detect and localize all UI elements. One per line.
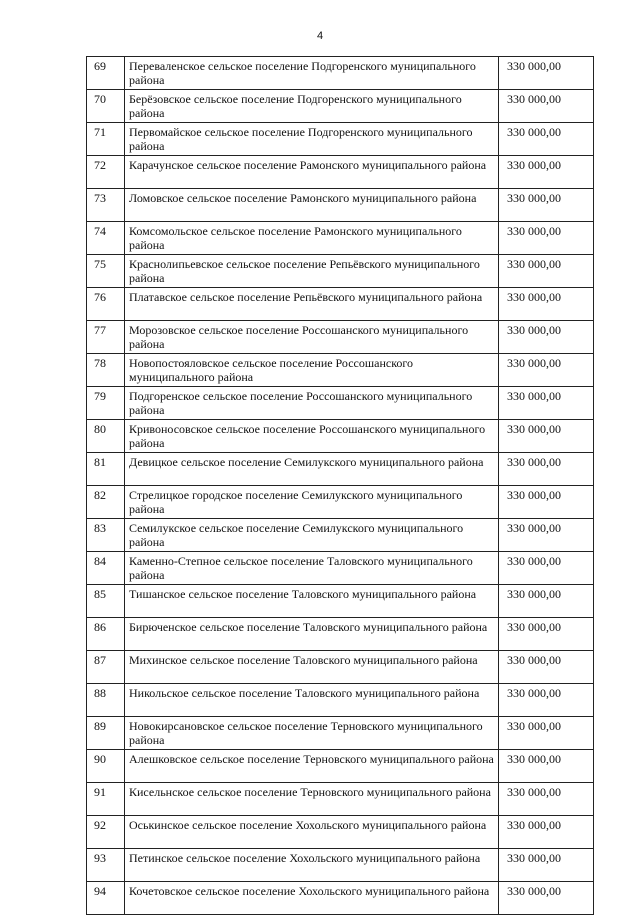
row-number-cell bbox=[87, 651, 125, 684]
table-row bbox=[87, 354, 594, 387]
row-number-cell bbox=[87, 156, 125, 189]
allocation-amount: 330 000,00 bbox=[507, 686, 561, 700]
allocation-amount: 330 000,00 bbox=[507, 125, 561, 139]
table-row bbox=[87, 519, 594, 552]
table-row bbox=[87, 123, 594, 156]
settlement-name-cell bbox=[125, 90, 499, 123]
settlement-name: Краснолипьевское сельское поселение Репьёвского муниципального района bbox=[129, 257, 480, 285]
table-row bbox=[87, 57, 594, 90]
allocation-amount: 330 000,00 bbox=[507, 488, 561, 502]
settlement-name: Каменно-Степное сельское поселение Таловского муниципального района bbox=[129, 554, 473, 582]
settlement-name: Петинское сельское поселение Хохольского муниципального района bbox=[129, 851, 481, 865]
row-number-cell bbox=[87, 57, 125, 90]
allocation-amount-cell bbox=[499, 651, 594, 684]
allocation-amount: 330 000,00 bbox=[507, 422, 561, 436]
settlement-name-cell bbox=[125, 420, 499, 453]
row-number: 84 bbox=[94, 554, 106, 568]
row-number-cell bbox=[87, 288, 125, 321]
row-number-cell bbox=[87, 783, 125, 816]
row-number: 77 bbox=[94, 323, 106, 337]
table-row bbox=[87, 453, 594, 486]
allocation-amount: 330 000,00 bbox=[507, 59, 561, 73]
settlement-name-cell bbox=[125, 255, 499, 288]
row-number-cell bbox=[87, 420, 125, 453]
allocation-amount-cell bbox=[499, 849, 594, 882]
row-number-cell bbox=[87, 222, 125, 255]
allocation-amount: 330 000,00 bbox=[507, 257, 561, 271]
row-number-cell bbox=[87, 882, 125, 915]
row-number: 71 bbox=[94, 125, 106, 139]
settlement-name-cell bbox=[125, 189, 499, 222]
row-number: 74 bbox=[94, 224, 106, 238]
allocation-amount-cell bbox=[499, 519, 594, 552]
allocation-amount-cell bbox=[499, 750, 594, 783]
table-row bbox=[87, 189, 594, 222]
allocation-amount-cell bbox=[499, 222, 594, 255]
allocation-amount: 330 000,00 bbox=[507, 521, 561, 535]
allocation-amount-cell bbox=[499, 618, 594, 651]
allocation-amount-cell bbox=[499, 816, 594, 849]
table-row bbox=[87, 90, 594, 123]
row-number: 76 bbox=[94, 290, 106, 304]
row-number-cell bbox=[87, 519, 125, 552]
table-row bbox=[87, 618, 594, 651]
settlement-name: Стрелицкое городское поселение Семилукского муниципального района bbox=[129, 488, 463, 516]
table-body bbox=[87, 57, 594, 915]
settlement-name-cell bbox=[125, 717, 499, 750]
allocation-amount-cell bbox=[499, 189, 594, 222]
settlement-name: Первомайское сельское поселение Подгоренского муниципального района bbox=[129, 125, 473, 153]
row-number-cell bbox=[87, 321, 125, 354]
settlement-name: Ломовское сельское поселение Рамонского муниципального района bbox=[129, 191, 477, 205]
settlement-name: Семилукское сельское поселение Семилукского муниципального района bbox=[129, 521, 464, 549]
settlement-name: Новопостояловское сельское поселение Россошанского муниципального района bbox=[129, 356, 414, 384]
row-number-cell bbox=[87, 387, 125, 420]
row-number-cell bbox=[87, 684, 125, 717]
allocation-amount: 330 000,00 bbox=[507, 455, 561, 469]
allocation-amount: 330 000,00 bbox=[507, 785, 561, 799]
allocation-amount-cell bbox=[499, 552, 594, 585]
settlement-name-cell bbox=[125, 354, 499, 387]
allocation-amount-cell bbox=[499, 123, 594, 156]
settlement-name-cell bbox=[125, 288, 499, 321]
allocation-amount: 330 000,00 bbox=[507, 587, 561, 601]
settlement-name: Тишанское сельское поселение Таловского муниципального района bbox=[129, 587, 477, 601]
settlement-name: Кисельнское сельское поселение Терновского муниципального района bbox=[129, 785, 491, 799]
table-row bbox=[87, 783, 594, 816]
allocation-amount: 330 000,00 bbox=[507, 158, 561, 172]
table-row bbox=[87, 651, 594, 684]
settlement-name: Подгоренское сельское поселение Россошанского муниципального района bbox=[129, 389, 473, 417]
settlement-name: Переваленское сельское поселение Подгоренского муниципального района bbox=[129, 59, 476, 87]
table-row bbox=[87, 486, 594, 519]
settlement-name: Кривоносовское сельское поселение Россошанского муниципального района bbox=[129, 422, 486, 450]
table-row bbox=[87, 420, 594, 453]
allocation-amount: 330 000,00 bbox=[507, 290, 561, 304]
row-number: 91 bbox=[94, 785, 106, 799]
settlement-name-cell bbox=[125, 156, 499, 189]
settlement-name: Кочетовское сельское поселение Хохольского муниципального района bbox=[129, 884, 490, 898]
allocation-amount: 330 000,00 bbox=[507, 554, 561, 568]
settlement-name-cell bbox=[125, 321, 499, 354]
settlement-name-cell bbox=[125, 57, 499, 90]
row-number: 79 bbox=[94, 389, 106, 403]
allocation-table bbox=[86, 56, 594, 915]
allocation-amount: 330 000,00 bbox=[507, 719, 561, 733]
row-number: 86 bbox=[94, 620, 106, 634]
row-number: 69 bbox=[94, 59, 106, 73]
row-number-cell bbox=[87, 90, 125, 123]
row-number: 81 bbox=[94, 455, 106, 469]
settlement-name-cell bbox=[125, 849, 499, 882]
row-number: 92 bbox=[94, 818, 106, 832]
settlement-name-cell bbox=[125, 453, 499, 486]
allocation-amount-cell bbox=[499, 255, 594, 288]
settlement-name: Морозовское сельское поселение Россошанского муниципального района bbox=[129, 323, 469, 351]
row-number: 93 bbox=[94, 851, 106, 865]
table-row bbox=[87, 387, 594, 420]
row-number: 70 bbox=[94, 92, 106, 106]
table-row bbox=[87, 816, 594, 849]
row-number: 94 bbox=[94, 884, 106, 898]
settlement-name-cell bbox=[125, 222, 499, 255]
row-number-cell bbox=[87, 453, 125, 486]
allocation-amount: 330 000,00 bbox=[507, 356, 561, 370]
table-row bbox=[87, 849, 594, 882]
table-row bbox=[87, 255, 594, 288]
settlement-name-cell bbox=[125, 387, 499, 420]
allocation-amount-cell bbox=[499, 486, 594, 519]
allocation-amount: 330 000,00 bbox=[507, 92, 561, 106]
page-number: 4 bbox=[316, 30, 324, 42]
row-number-cell bbox=[87, 354, 125, 387]
settlement-name-cell bbox=[125, 519, 499, 552]
row-number: 83 bbox=[94, 521, 106, 535]
row-number: 78 bbox=[94, 356, 106, 370]
allocation-amount: 330 000,00 bbox=[507, 323, 561, 337]
allocation-amount: 330 000,00 bbox=[507, 818, 561, 832]
allocation-amount-cell bbox=[499, 90, 594, 123]
table-row bbox=[87, 684, 594, 717]
allocation-amount-cell bbox=[499, 882, 594, 915]
table-row bbox=[87, 288, 594, 321]
allocation-amount-cell bbox=[499, 288, 594, 321]
allocation-amount: 330 000,00 bbox=[507, 191, 561, 205]
allocation-amount-cell bbox=[499, 585, 594, 618]
row-number: 88 bbox=[94, 686, 106, 700]
row-number: 75 bbox=[94, 257, 106, 271]
allocation-amount: 330 000,00 bbox=[507, 752, 561, 766]
row-number-cell bbox=[87, 486, 125, 519]
row-number-cell bbox=[87, 816, 125, 849]
settlement-name-cell bbox=[125, 585, 499, 618]
settlement-name: Алешковское сельское поселение Терновского муниципального района bbox=[129, 752, 494, 766]
row-number-cell bbox=[87, 618, 125, 651]
row-number-cell bbox=[87, 849, 125, 882]
row-number-cell bbox=[87, 750, 125, 783]
allocation-amount: 330 000,00 bbox=[507, 851, 561, 865]
allocation-amount-cell bbox=[499, 420, 594, 453]
settlement-name: Никольское сельское поселение Таловского муниципального района bbox=[129, 686, 480, 700]
allocation-amount-cell bbox=[499, 783, 594, 816]
allocation-amount-cell bbox=[499, 453, 594, 486]
settlement-name-cell bbox=[125, 123, 499, 156]
settlement-name-cell bbox=[125, 816, 499, 849]
row-number-cell bbox=[87, 189, 125, 222]
row-number-cell bbox=[87, 717, 125, 750]
table-row bbox=[87, 222, 594, 255]
settlement-name-cell bbox=[125, 882, 499, 915]
allocation-amount: 330 000,00 bbox=[507, 653, 561, 667]
row-number: 72 bbox=[94, 158, 106, 172]
row-number: 85 bbox=[94, 587, 106, 601]
allocation-amount-cell bbox=[499, 717, 594, 750]
settlement-name: Комсомольское сельское поселение Рамонского муниципального района bbox=[129, 224, 462, 252]
allocation-amount-cell bbox=[499, 57, 594, 90]
allocation-amount: 330 000,00 bbox=[507, 389, 561, 403]
row-number: 73 bbox=[94, 191, 106, 205]
settlement-name: Новокирсановское сельское поселение Терновского муниципального района bbox=[129, 719, 483, 747]
settlement-name-cell bbox=[125, 651, 499, 684]
row-number: 80 bbox=[94, 422, 106, 436]
table-row bbox=[87, 321, 594, 354]
allocation-amount-cell bbox=[499, 684, 594, 717]
allocation-amount-cell bbox=[499, 354, 594, 387]
allocation-amount: 330 000,00 bbox=[507, 620, 561, 634]
settlement-name-cell bbox=[125, 783, 499, 816]
allocation-amount: 330 000,00 bbox=[507, 224, 561, 238]
settlement-name: Девицкое сельское поселение Семилукского муниципального района bbox=[129, 455, 484, 469]
row-number-cell bbox=[87, 552, 125, 585]
allocation-amount-cell bbox=[499, 321, 594, 354]
table-row bbox=[87, 156, 594, 189]
settlement-name-cell bbox=[125, 552, 499, 585]
table-row bbox=[87, 585, 594, 618]
settlement-name: Платавское сельское поселение Репьёвского муниципального района bbox=[129, 290, 483, 304]
table-row bbox=[87, 552, 594, 585]
table-row bbox=[87, 882, 594, 915]
allocation-amount: 330 000,00 bbox=[507, 884, 561, 898]
settlement-name: Карачунское сельское поселение Рамонского муниципального района bbox=[129, 158, 487, 172]
allocation-amount-cell bbox=[499, 387, 594, 420]
table-row bbox=[87, 717, 594, 750]
settlement-name-cell bbox=[125, 486, 499, 519]
row-number: 90 bbox=[94, 752, 106, 766]
row-number: 82 bbox=[94, 488, 106, 502]
table-row bbox=[87, 750, 594, 783]
settlement-name: Берёзовское сельское поселение Подгоренского муниципального района bbox=[129, 92, 462, 120]
settlement-name-cell bbox=[125, 684, 499, 717]
row-number-cell bbox=[87, 123, 125, 156]
settlement-name-cell bbox=[125, 618, 499, 651]
allocation-amount-cell bbox=[499, 156, 594, 189]
row-number-cell bbox=[87, 255, 125, 288]
settlement-name: Оськинское сельское поселение Хохольского муниципального района bbox=[129, 818, 487, 832]
settlement-name: Бирюченское сельское поселение Таловского муниципального района bbox=[129, 620, 488, 634]
settlement-name-cell bbox=[125, 750, 499, 783]
settlement-name: Михинское сельское поселение Таловского муниципального района bbox=[129, 653, 478, 667]
row-number: 87 bbox=[94, 653, 106, 667]
row-number: 89 bbox=[94, 719, 106, 733]
row-number-cell bbox=[87, 585, 125, 618]
